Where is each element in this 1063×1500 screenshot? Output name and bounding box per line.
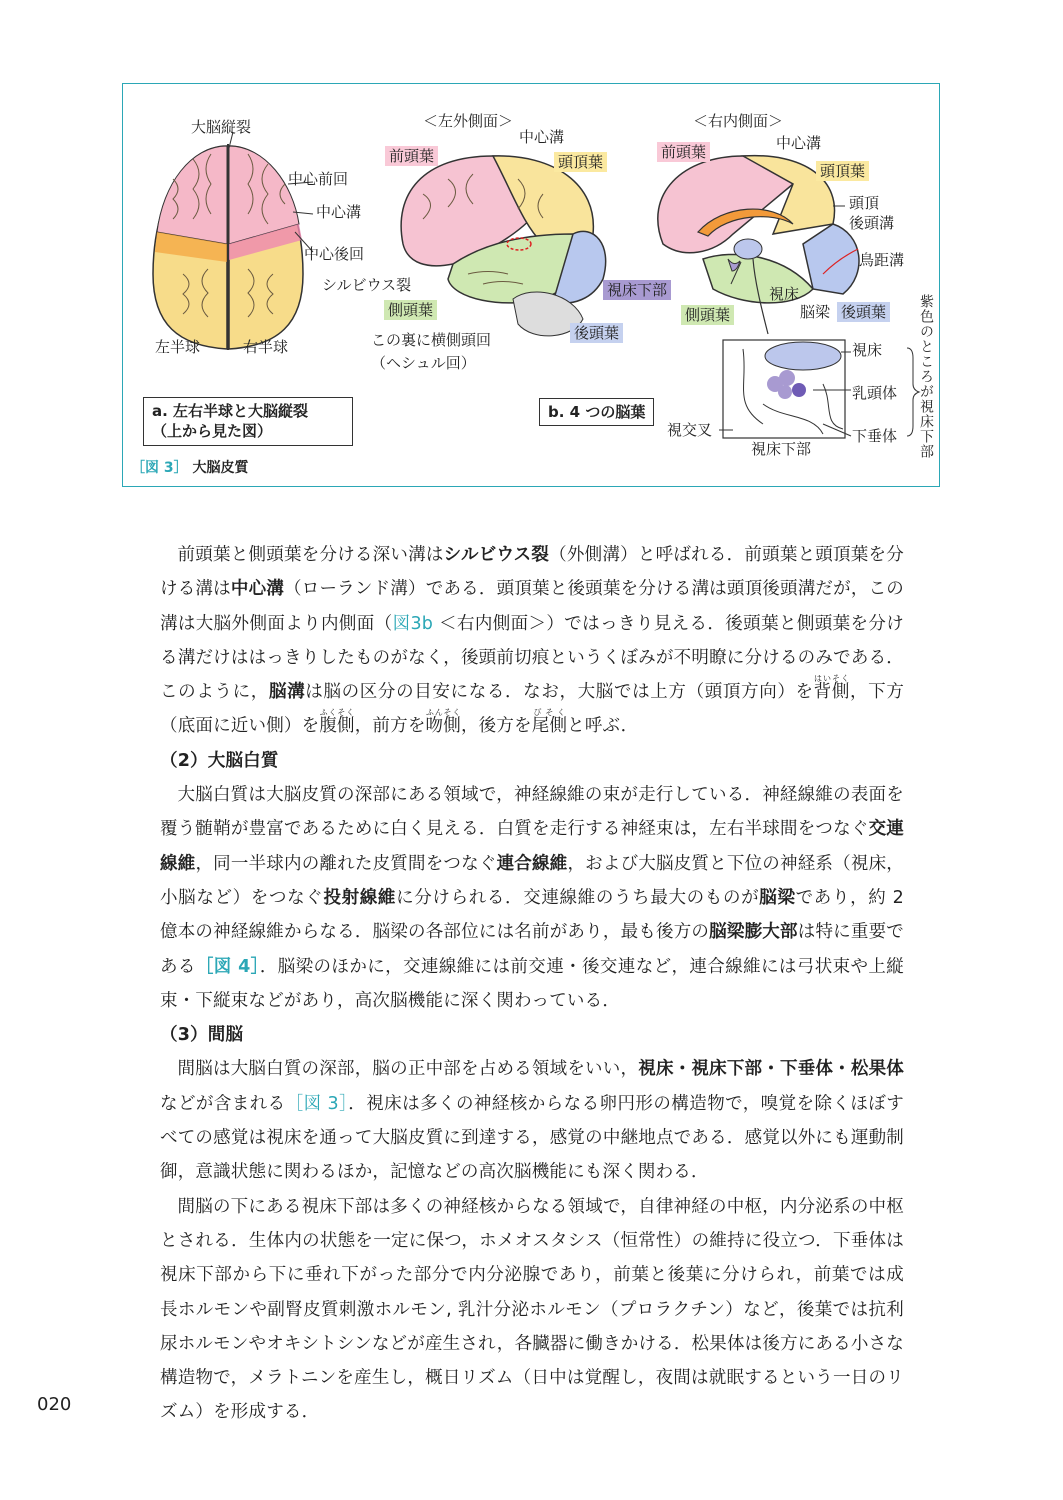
label-corpus-callosum: 脳梁 <box>800 303 831 321</box>
ruby-dorsal: 背側はいそく <box>813 674 850 703</box>
label-calcarine-sulcus: 鳥距溝 <box>859 251 905 269</box>
caption-box-a <box>143 397 353 446</box>
paragraph-3: 間脳は大脳白質の深部，脳の正中部を占める領域をいい，視床・視床下部・下垂体・松果体などが含まれる［図 3］．視床は多くの神経核からなる卵円形の構造物で，嗅覚を除くほぼすべての感覚は視床を通って大脳皮質に到達する，感覚の中継地点である．感覚以外にも運動制御，意識状態に関わるほか，記憶などの高次脳機能にも深く関わる． <box>160 1059 904 1183</box>
label-heschl-line1: この裏に横側頭回 <box>371 331 492 349</box>
caption-box-b <box>539 398 654 426</box>
tag-temporal-lobe-medial: 側頭葉 <box>681 305 734 325</box>
label-central-sulcus-medial: 中心溝 <box>776 134 822 152</box>
figure-caption <box>131 457 249 477</box>
tag-occipital-lobe-medial: 後頭葉 <box>837 302 890 322</box>
title-lateral-view: ＜左外側面＞ <box>423 112 514 130</box>
caption-a-line1: a. 左右半球と大脳縦裂 <box>152 402 309 420</box>
paragraph-1: 前頭葉と側頭葉を分ける深い溝はシルビウス裂（外側溝）と呼ばれる．前頭葉と頭頂葉を分ける溝は中心溝（ローランド溝）である．頭頂葉と後頭葉を分ける溝は頭頂後頭溝だが，この溝は大脳外側面より内側面（図3b ＜右内側面＞）ではっきり見える．後頭葉と側頭葉を分ける溝だけははっきりしたものがなく，後頭前切痕というくぼみが不明瞭に分けるのみである．このように，脳溝は脳の区分の目安になる．なお，大脳では上方（頭頂方向）を背側はいそく，下方（底面に近い側）を腹側ふくそく，前方を吻側ふんそく，後方を尾側びそくと呼ぶ． <box>160 545 905 737</box>
label-longitudinal-fissure: 大脳縦裂 <box>191 118 252 136</box>
title-medial-view: ＜右内側面＞ <box>693 112 784 130</box>
paragraph-4: 間脳の下にある視床下部は多くの神経核からなる領域で，自律神経の中枢，内分泌系の中枢とされる．生体内の状態を一定に保つ，ホメオスタシス（恒常性）の維持に役立つ．下垂体は視床下部から下に垂れ下がった部分で内分泌腺であり，前葉と後葉に分けられ，前葉では成長ホルモンや副腎皮質刺激ホルモン, 乳汁分泌ホルモン（プロラクチン）など，後葉では抗利尿ホルモンやオキシトシンなどが産生され，各臓器に働きかける．松果体は後方にある小さな構造物で，メラトニンを産生し，概日リズム（日中は覚醒し，夜間は就眠するという一日のリズム）を形成する． <box>160 1196 904 1423</box>
label-mammillary-body: 乳頭体 <box>852 384 898 402</box>
ruby-rostral: 吻側ふんそく <box>425 708 461 737</box>
tag-frontal-lobe-lateral: 前頭葉 <box>385 146 438 166</box>
label-inset-thalamus: 視床 <box>852 341 883 359</box>
top-view-brain <box>153 132 313 350</box>
vertical-note: 紫色のところが視床下部 <box>918 294 934 459</box>
page-number: 020 <box>37 1394 72 1415</box>
tag-temporal-lobe-lateral: 側頭葉 <box>384 300 437 320</box>
figure-number: ［図 3］ <box>131 460 188 476</box>
caption-a-line2: （上から見た図） <box>152 422 273 441</box>
caption-b: b. 4 つの脳葉 <box>548 403 646 421</box>
paragraph-2: 大脳白質は大脳皮質の深部にある領域で，神経線維の束が走行している．神経線維の表面を覆う髄鞘が豊富であるために白く見える．白質を走行する神経束は，左右半球間をつなぐ交連線維，同一半球内の離れた皮質間をつなぐ連合線維，および大脳皮質と下位の神経系（視床，小脳など）をつなぐ投射線維に分けられる．交連線維のうち最大のものが脳梁であり，約 2 億本の神経線維からなる．脳梁の各部位には名前があり，最も後方の脳梁膨大部は特に重要である［図 4］．脳梁のほかに，交連線維には前交連・後交連など，連合線維には弓状束や上縦束・下縦束などがあり，高次脳機能に深く関わっている． <box>160 785 905 1011</box>
tag-hypothalamus-medial: 視床下部 <box>603 280 671 300</box>
ruby-caudal: 尾側びそく <box>531 708 568 737</box>
body-text <box>160 538 904 1430</box>
label-heschl-line2: （ヘシュル回） <box>371 354 476 372</box>
heading-white-matter: （2）大脳白質 <box>160 750 279 771</box>
label-inset-hypothalamus: 視床下部 <box>751 440 812 458</box>
label-central-sulcus-a: 中心溝 <box>316 203 362 221</box>
tag-parietal-lobe-medial: 頭頂葉 <box>816 161 869 181</box>
label-optic-chiasm: 視交叉 <box>667 421 713 439</box>
tag-occipital-lobe-lateral: 後頭葉 <box>570 323 623 343</box>
figure-title: 大脳皮質 <box>192 460 249 476</box>
label-postcentral-gyrus: 中心後回 <box>304 245 365 263</box>
tag-parietal-lobe-lateral: 頭頂葉 <box>554 152 607 172</box>
label-left-hemisphere: 左半球 <box>155 338 201 356</box>
ref-fig3[interactable]: ［図 3］ <box>285 1093 349 1114</box>
ref-fig3b[interactable]: 図3b <box>392 613 434 634</box>
label-pituitary: 下垂体 <box>852 427 898 445</box>
ruby-ventral: 腹側ふくそく <box>319 708 355 737</box>
label-thalamus-medial: 視床 <box>769 285 800 303</box>
label-right-hemisphere: 右半球 <box>243 338 289 356</box>
figure-3 <box>122 83 940 487</box>
ref-fig4[interactable]: ［図 4］ <box>195 956 260 977</box>
heading-diencephalon: （3）間脳 <box>160 1025 244 1046</box>
label-precentral-gyrus: 中心前回 <box>288 170 349 188</box>
label-central-sulcus-lateral: 中心溝 <box>519 128 565 146</box>
tag-frontal-lobe-medial: 前頭葉 <box>657 142 710 162</box>
label-sylvian-fissure: シルビウス裂 <box>322 276 412 294</box>
label-parieto-occipital-2: 後頭溝 <box>849 214 895 232</box>
label-parieto-occipital-1: 頭頂 <box>849 194 880 212</box>
